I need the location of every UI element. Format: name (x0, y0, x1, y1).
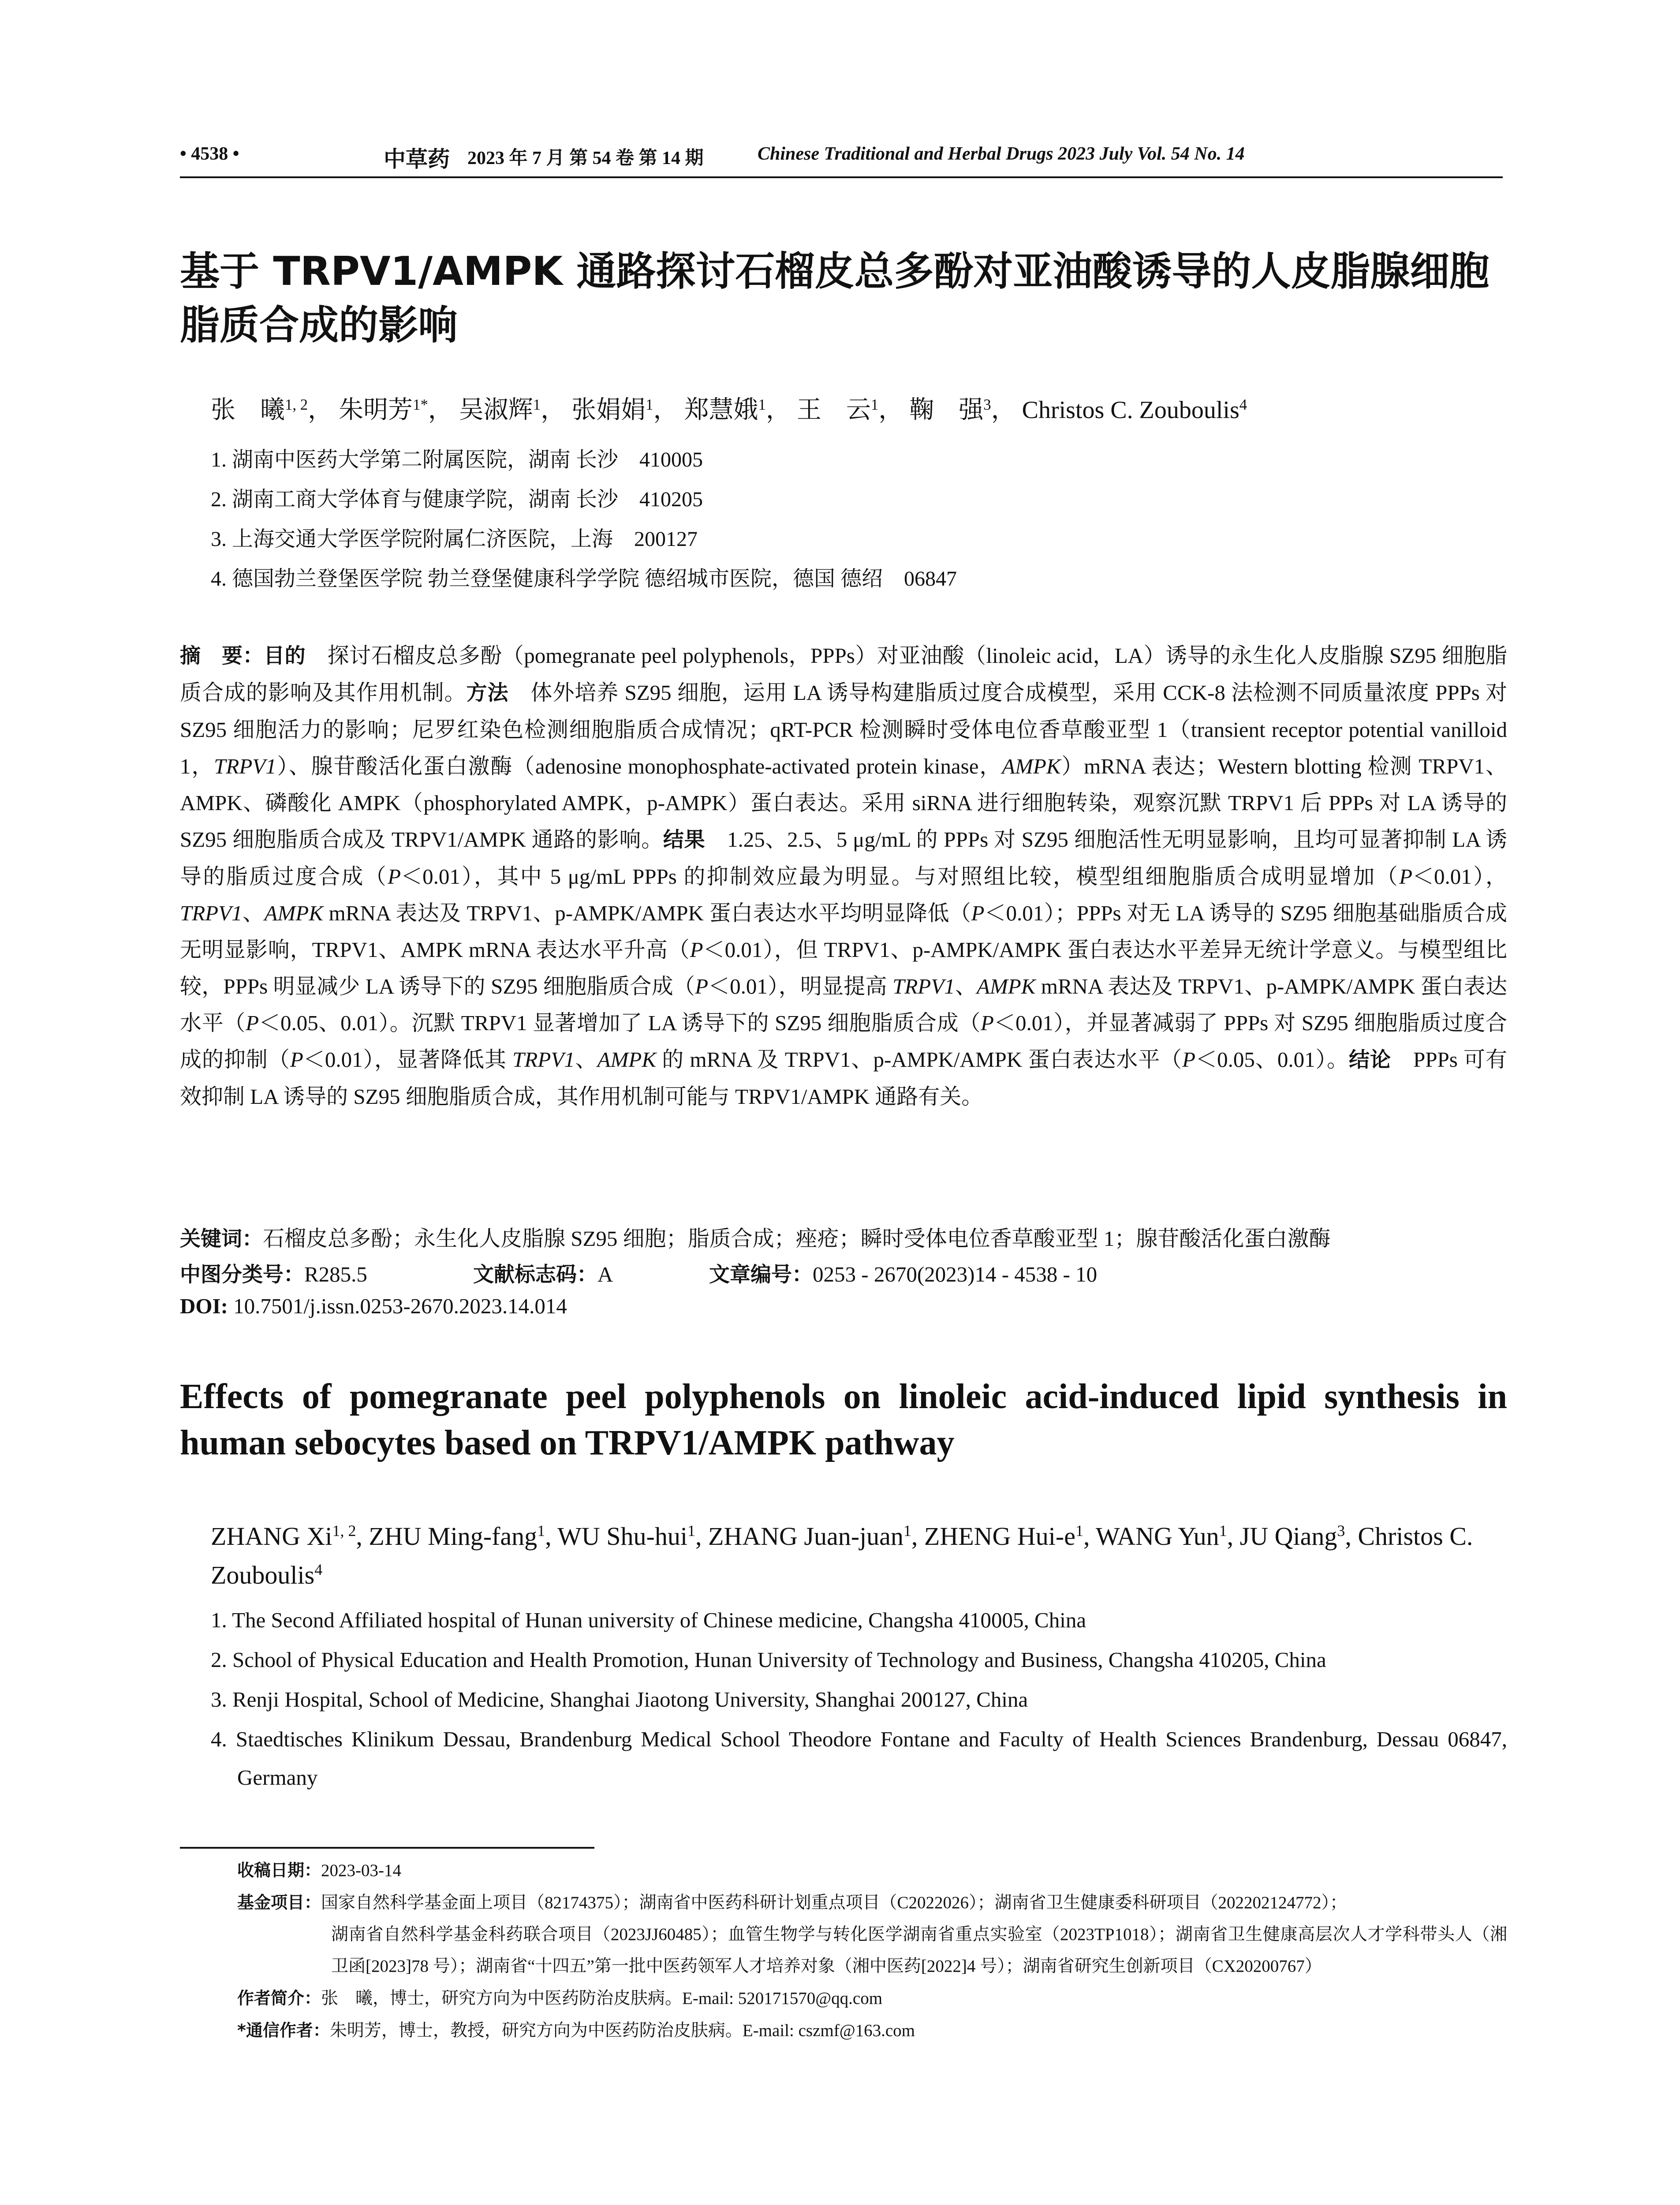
article-title-en: Effects of pomegranate peel polyphenols on linoleic acid-induced lipid synthesis in human sebocytes based on TRPV1/AMPK pathway (180, 1377, 1507, 1462)
author-cn: 郑慧娥$^1$ (684, 396, 766, 424)
author-en: WU Shu-hui$^1$ (557, 1522, 695, 1551)
methods-label: 方法 (466, 681, 509, 705)
journal-name-en: Chinese Traditional and Herbal Drugs 2023 July Vol. 54 No. 14 (758, 144, 1245, 164)
affiliation-cn-2: 2. 湖南工商大学体育与健康学院，湖南 长沙 410205 (211, 488, 703, 511)
author-cn: 张娟娟$^1$ (571, 396, 653, 424)
author-cn: 鞠 强$^3$ (909, 396, 991, 424)
affiliation-en-3: 3. Renji Hospital, School of Medicine, Shanghai Jiaotong University, Shanghai 200127, China (211, 1687, 1028, 1712)
affiliation-cn-3: 3. 上海交通大学医学院附属仁济医院，上海 200127 (211, 527, 698, 551)
article-number: 文章编号：0253 - 2670(2023)14 - 4538 - 10 (709, 1262, 1098, 1287)
methods-text: 体外培养 SZ95 细胞，运用 LA 诱导构建脂质过度合成模型，采用 CCK-8 法检测不同质量浓度 PPPs 对 SZ95 细胞活力的影响；尼罗红染色检测细胞脂质合成情况；qRT-PCR 检测瞬时受体电位香草酸亚型 1（transient receptor potential vanilloid 1， (180, 680, 1507, 778)
gene-trpv1: TRPV1 (214, 754, 276, 778)
author-list-en: ZHANG Xi$^{1, 2}$, ZHU Ming-fang$^1$, WU Shu-hui$^1$, ZHANG Juan-juan$^1$, ZHENG Hui-$e^1$, WANG Yun$^1$, JU Qiang$^3$, Christos C. Zouboulis$^4$ (211, 1522, 1473, 1589)
author-en: Christos C. Zouboulis$^4$ (211, 1522, 1473, 1589)
keywords (180, 1222, 1330, 1252)
journal-issue-cn: 2023 年 7 月 第 54 卷 第 14 期 (467, 148, 704, 168)
abstract-label: 摘 要： (180, 644, 264, 668)
objective-label: 目的 (264, 644, 306, 668)
journal-name-cn: 中草药 (384, 146, 450, 172)
author-list-cn: 张 曦$^{1, 2}$， 朱明芳$^{1*}$， 吴淑辉$^1$， 张娟娟$^1$， 郑慧娥$^1$， 王 云$^1$， 鞠 强$^3$， Christos C. Zouboulis$^4$ (211, 396, 1247, 424)
objective-text: 探讨石榴皮总多酚（pomegranate peel polyphenols，PPPs）对亚油酸（linoleic acid，LA）诱导的永生化人皮脂腺 SZ95 细胞脂质合成的影响及其作用机制。 (180, 643, 1507, 705)
doi-value: 10.7501/j.issn.0253-2670.2023.14.014 (233, 1294, 567, 1318)
conclusion-label: 结论 (1349, 1048, 1391, 1072)
author-cn: 朱明芳$^{1*}$ (339, 396, 428, 424)
classification-line (180, 1258, 1507, 1289)
results-text: 1.25、2.5、5 μg/mL 的 PPPs 对 SZ95 细胞活性无明显影响，且均可显著抑制 LA 诱导的脂质过度合成（ (180, 827, 1507, 889)
author-en: ZHENG Hui-$e^1$ (924, 1522, 1083, 1551)
document-code: 文献标志码：A (473, 1262, 613, 1287)
author-en: JU Qiang$^3$ (1239, 1522, 1345, 1551)
clc-number: 中图分类号：R285.5 (180, 1262, 367, 1287)
footnotes (237, 1854, 1507, 2047)
corresponding-author: *通信作者：朱明芳，博士，教授，研究方向为中医药防治皮肤病。E-mail: cszmf@163.com (237, 2021, 915, 2040)
affiliation-cn-1: 1. 湖南中医药大学第二附属医院，湖南 长沙 410005 (211, 448, 703, 471)
affiliation-en-1: 1. The Second Affiliated hospital of Hunan university of Chinese medicine, Changsha 410005, China (211, 1608, 1086, 1632)
header-rule (180, 176, 1503, 178)
author-cn: 张 曦$^{1, 2}$ (211, 396, 308, 424)
footnote-rule (180, 1847, 594, 1849)
author-en: ZHANG Juan-juan$^1$ (708, 1522, 911, 1551)
fund-projects: 基金项目：国家自然科学基金面上项目（82174375）；湖南省中医药科研计划重点项目（C2022026）；湖南省卫生健康委科研项目（202202124772）； 湖南省自然科学基金科药联合项目（2023JJ60485）；血管生物学与转化医学湖南省重点实验室（2023TP1018）；湖南省卫生健康高层次人才学科带头人（湘卫函[2023]78 号）；湖南省“十四五”第一批中医药领军人才培养对象（湘中医药[2022]4 号）；湖南省研究生创新项目（CX20200767） (237, 1893, 1507, 1976)
author-en: WANG Yun$^1$ (1095, 1522, 1227, 1551)
affiliation-en-2: 2. School of Physical Education and Health Promotion, Hunan University of Technology and Business, Changsha 410205, China (211, 1648, 1326, 1672)
affiliation-cn-4: 4. 德国勃兰登堡医学院 勃兰登堡健康科学学院 德绍城市医院，德国 德绍 06847 (211, 567, 957, 590)
conclusion-text: PPPs 可有效抑制 LA 诱导的 SZ95 细胞脂质合成，其作用机制可能与 TRPV1/AMPK 通路有关。 (180, 1047, 1507, 1109)
gene-ampk: AMPK (1002, 754, 1061, 778)
author-cn: 吴淑辉$^1$ (459, 396, 541, 424)
author-cn: Christos C. Zouboulis$^4$ (1022, 396, 1247, 424)
author-bio: 作者简介：张 曦，博士，研究方向为中医药防治皮肤病。E-mail: 520171570@qq.com (237, 1988, 883, 2008)
received-date: 收稿日期：2023-03-14 (237, 1861, 401, 1880)
page-number: • 4538 • (180, 144, 239, 164)
keywords-text: 石榴皮总多酚；永生化人皮脂腺 SZ95 细胞；脂质合成；痤疮；瞬时受体电位香草酸亚型 1；腺苷酸活化蛋白激酶 (263, 1226, 1331, 1251)
affiliation-en-4: 4. Staedtisches Klinikum Dessau, Brandenburg Medical School Theodore Fontane and Faculty of Health Sciences Brandenburg, Dessau 06847, Germany (211, 1727, 1507, 1790)
doi-label: DOI: (180, 1294, 228, 1318)
running-header (180, 143, 1503, 170)
doi (180, 1293, 567, 1319)
results-label: 结果 (663, 828, 706, 852)
author-cn: 王 云$^1$ (796, 396, 879, 424)
author-en: ZHANG Xi$^{1, 2}$ (211, 1522, 356, 1551)
abstract: 摘 要：目的 探讨石榴皮总多酚（pomegranate peel polyphenols，PPPs）对亚油酸（linoleic acid，LA）诱导的永生化人皮脂腺 SZ95 细胞脂质合成的影响及其作用机制。方法 体外培养 SZ95 细胞，运用 LA 诱导构建脂质过度合成模型，采用 CCK-8 法检测不同质量浓度 PPPs 对 SZ95 细胞活力的影响；尼罗红染色检测细胞脂质合成情况；qRT-PCR 检测瞬时受体电位香草酸亚型 1（transient receptor potential vanilloid 1，TRPV1）、腺苷酸活化蛋白激酶（adenosine monophosphate-activated protein kinase，AMPK）mRNA 表达；Western blotting 检测 TRPV1、AMPK、磷酸化 AMPK（phosphorylated AMPK，p-AMPK）蛋白表达。采用 siRNA 进行细胞转染，观察沉默 TRPV1 后 PPPs 对 LA 诱导的 SZ95 细胞脂质合成及 TRPV1/AMPK 通路的影响。结果 1.25、2.5、5 μg/mL 的 PPPs 对 SZ95 细胞活性无明显影响，且均可显著抑制 LA 诱导的脂质过度合成（P＜0.01），其中 5 μg/mL PPPs 的抑制效应最为明显。与对照组比较，模型组细胞脂质合成明显增加（P＜0.01），TRPV1、AMPK mRNA 表达及 TRPV1、p-AMPK/AMPK 蛋白表达水平均明显降低（P＜0.01）；PPPs 对无 LA 诱导的 SZ95 细胞基础脂质合成无明显影响，TRPV1、AMPK mRNA 表达水平升高（P＜0.01），但 TRPV1、p-AMPK/AMPK 蛋白表达水平差异无统计学意义。与模型组比较，PPPs 明显减少 LA 诱导下的 SZ95 细胞脂质合成（P＜0.01），明显提高 TRPV1、AMPK mRNA 表达及 TRPV1、p-AMPK/AMPK 蛋白表达水平（P＜0.05、0.01）。沉默 TRPV1 显著增加了 LA 诱导下的 SZ95 细胞脂质合成（P＜0.01），并显著减弱了 PPPs 对 SZ95 细胞脂质过度合成的抑制（P＜0.01），显著降低其 TRPV1、AMPK 的 mRNA 及 TRPV1、p-AMPK/AMPK 蛋白表达水平（P＜0.05、0.01）。结论 PPPs 可有效抑制 LA 诱导的 SZ95 细胞脂质合成，其作用机制可能与 TRPV1/AMPK 通路有关。 (180, 643, 1507, 1109)
author-en: ZHU Ming-fang$^1$ (369, 1522, 545, 1551)
keywords-label: 关键词： (180, 1227, 263, 1251)
article-title-cn: 基于 TRPV1/AMPK 通路探讨石榴皮总多酚对亚油酸诱导的人皮脂腺细胞脂质合成的影响 (180, 248, 1490, 348)
